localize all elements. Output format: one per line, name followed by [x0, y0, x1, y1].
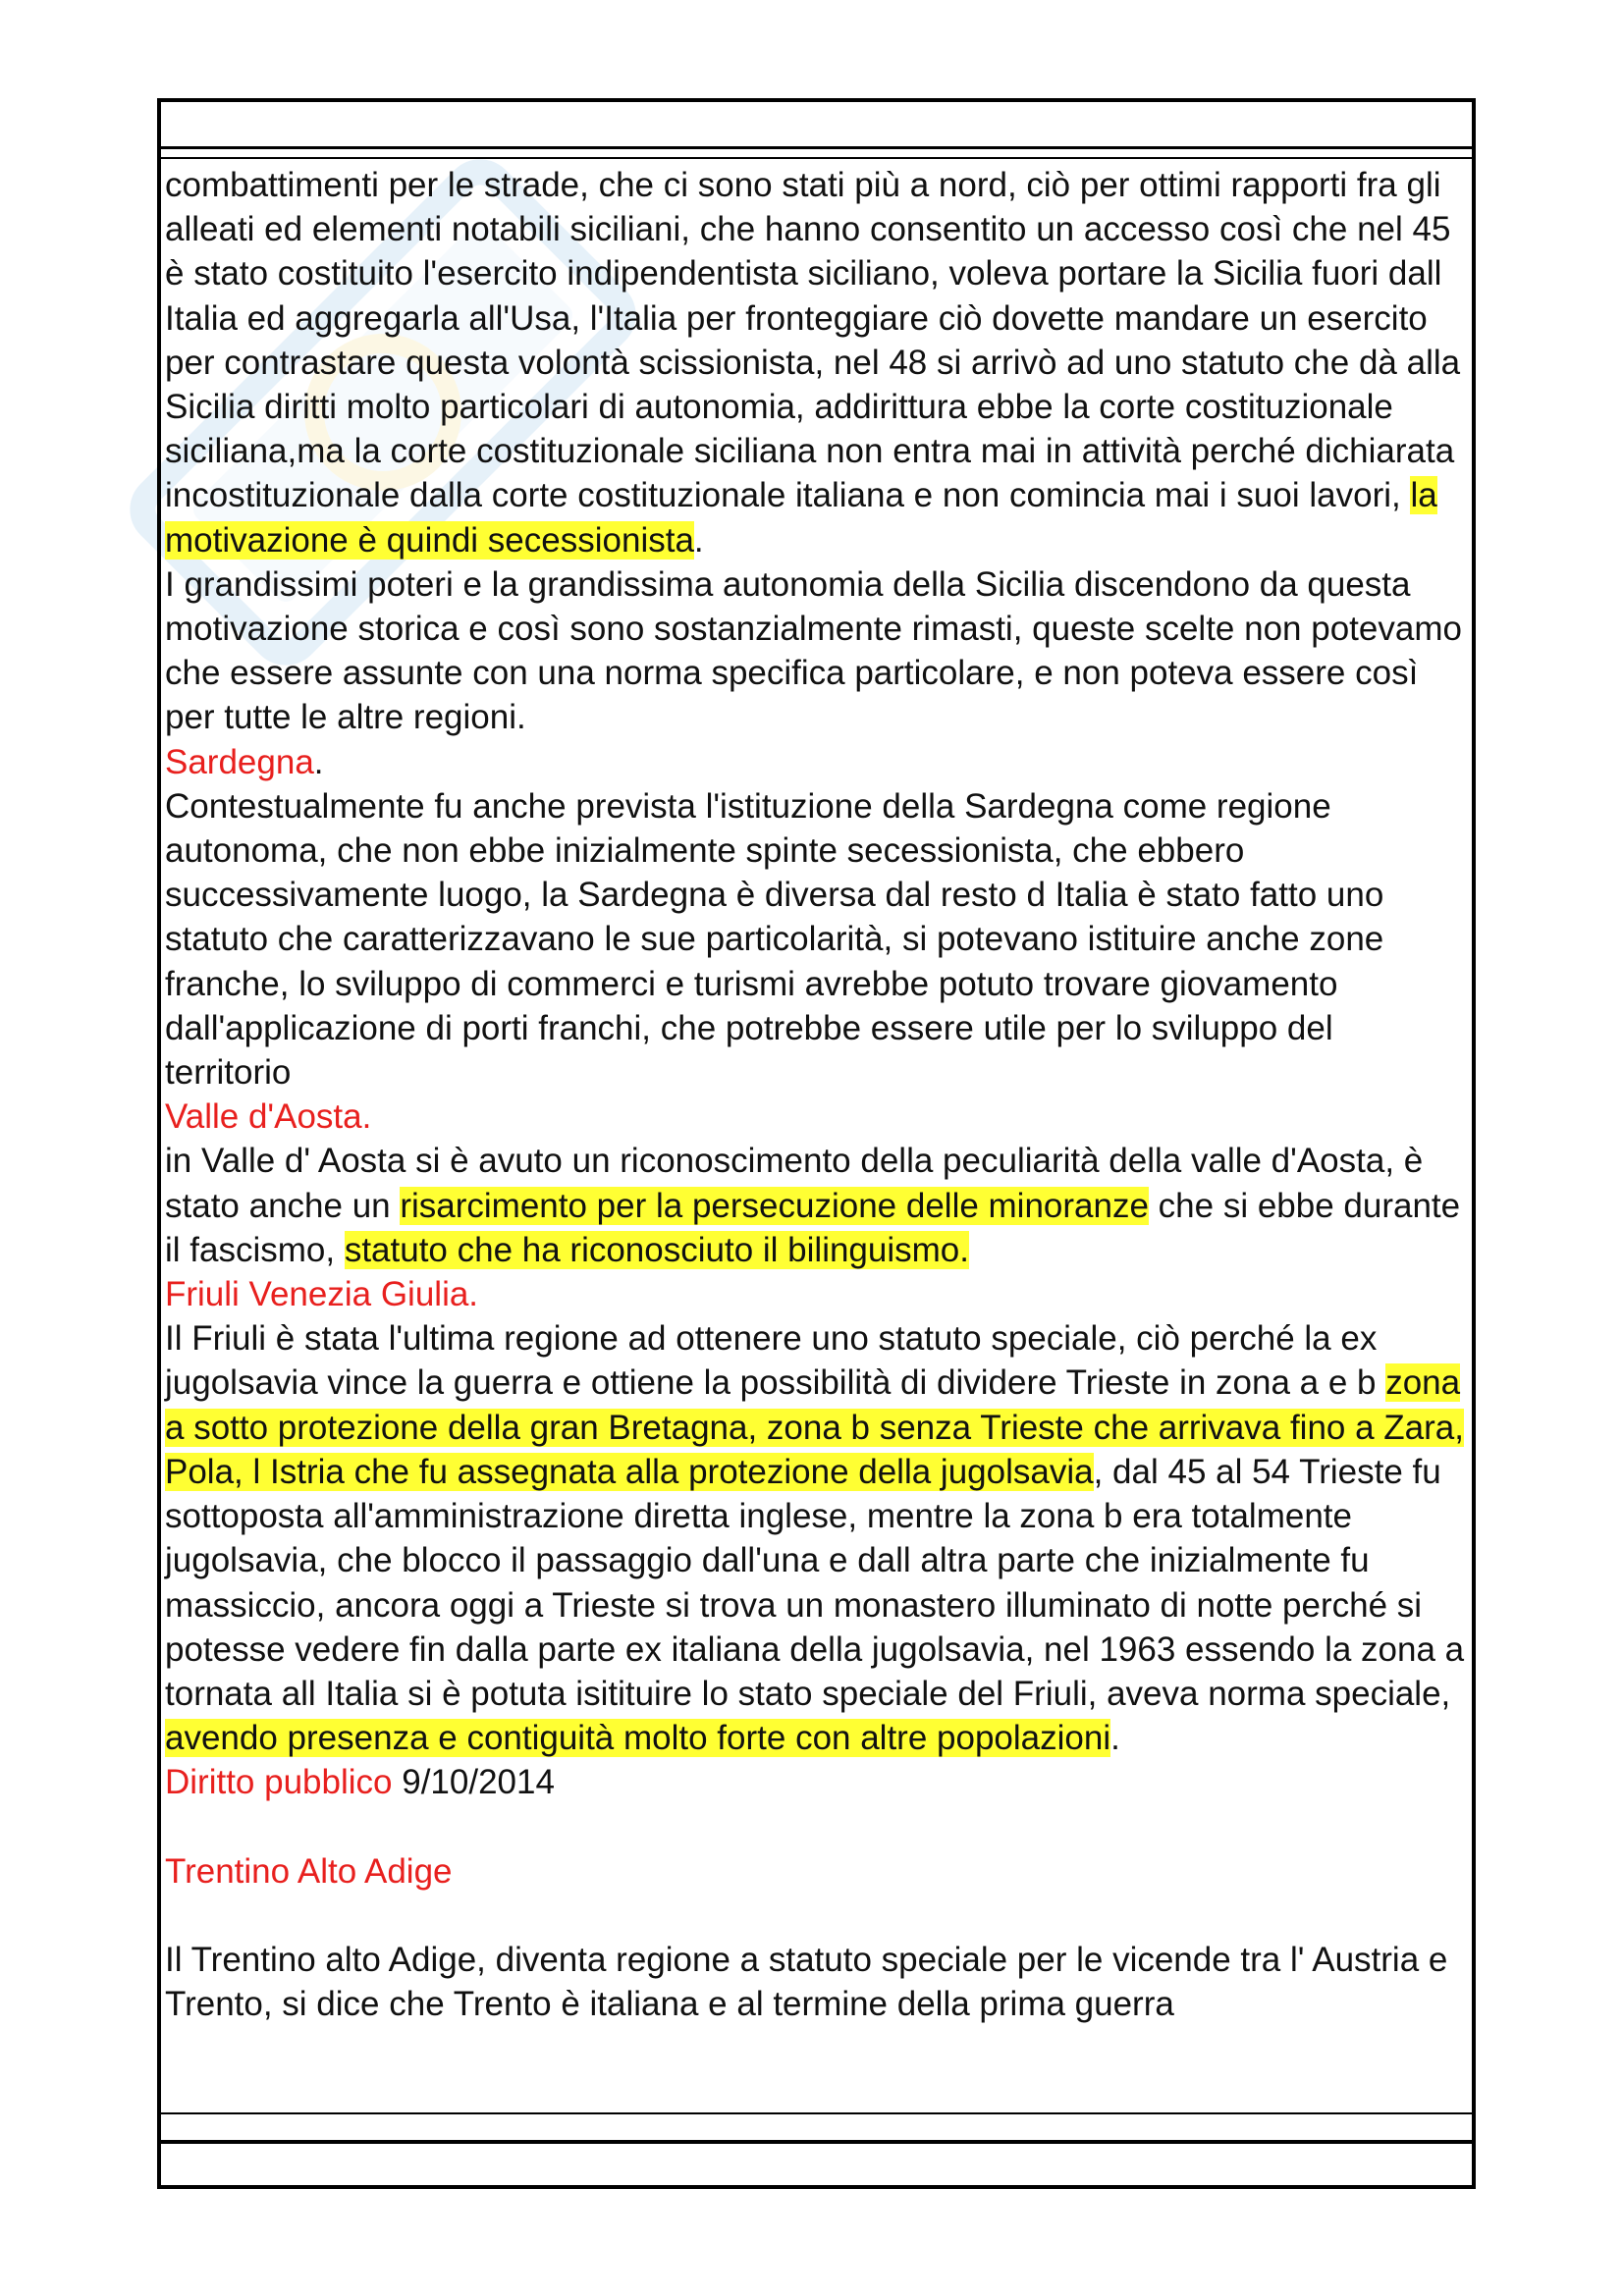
paragraph [165, 1139, 1468, 1272]
header-band [161, 102, 1472, 149]
page-frame [157, 98, 1476, 2189]
highlighted-text: la motivazione è quindi secessionista [165, 476, 1437, 560]
text-run: in Valle d' Aosta si è avuto un riconoscimento della peculiarità della valle d'Aosta, è stato anche un [165, 1142, 1424, 1225]
document-body [165, 163, 1468, 2027]
paragraph [165, 1316, 1468, 1760]
footer-divider [161, 2112, 1472, 2114]
paragraph [165, 163, 1468, 562]
text-run: Il Trentino alto Adige, diventa regione a statuto speciale per le vicende tra l' Austria e Trento, si dice che Trento è italiana e al termine della prima guerra [165, 1941, 1448, 2024]
paragraph [165, 740, 1468, 784]
paragraph [165, 562, 1468, 740]
highlighted-text: risarcimento per la persecuzione delle minoranze [400, 1186, 1149, 1225]
text-run: . [1110, 1719, 1120, 1758]
paragraph [165, 1938, 1468, 2026]
text-run: che si ebbe durante il fascismo, [165, 1186, 1461, 1269]
highlighted-text: statuto che ha riconosciuto il bilinguismo. [344, 1230, 969, 1269]
paragraph [165, 1760, 1468, 1804]
section-heading: Diritto pubblico [165, 1763, 393, 1802]
paragraph [165, 1272, 1468, 1316]
text-run: combattimenti per le strade, che ci sono stati più a nord, ciò per ottimi rapporti fra gli alleati ed elementi notabili siciliani, che hanno consentito un accesso così che nel 45 è stato costituito l'esercito indipendentista siciliano, voleva portare la Sicilia fuori dall Italia ed aggregarla all'Usa, l'Italia per fronteggiare ciò dovette mandare un esercito per contrastare questa volontà scissionista, nel 48 si arrivò ad uno statuto che dà alla Sicilia diritti molto particolari di autonomia, addirittura ebbe la corte costituzionale siciliana,ma la corte costituzionale siciliana non entra mai in attività perché dichiarata incostituzionale dalla corte costituzionale italiana e non comincia mai i suoi lavori, [165, 166, 1461, 515]
paragraph [165, 784, 1468, 1095]
section-heading: Valle d'Aosta. [165, 1097, 372, 1137]
blank-line [165, 1805, 1468, 1849]
highlighted-text: zona a sotto protezione della gran Bretagna, zona b senza Trieste che arrivava fino a Zara, Pola, l Istria che fu assegnata alla protezione della jugolsavia [165, 1363, 1464, 1491]
paragraph [165, 1849, 1468, 1894]
text-run: . [693, 520, 704, 560]
text-run: Contestualmente fu anche prevista l'istituzione della Sardegna come regione autonoma, che non ebbe inizialmente spinte secessionista, che ebbero successivamente luogo, la Sardegna è diversa dal resto d Italia è stato fatto uno statuto che caratterizzavano le sue particolarità, si potevano istituire anche zone franche, lo sviluppo di commerci e turismi avrebbe potuto trovare giovamento dall'applicazione di porti franchi, che potrebbe essere utile per lo sviluppo del territorio [165, 786, 1384, 1093]
text-run: . [313, 742, 324, 781]
text-run: , dal 45 al 54 Trieste fu sottoposta all'amministrazione diretta inglese, mentre la zona b era totalmente jugolsavia, che blocco il passaggio dall'una e dall altra parte che inizialmente fu massiccio, ancora oggi a Trieste si trova un monastero illuminato di notte perché si potesse vedere fin dalla parte ex italiana della jugolsavia, nel 1963 essendo la zona a tornata all Italia si è potuta isitituire lo stato speciale del Friuli, aveva norma speciale, [165, 1452, 1465, 1713]
text-run: I grandissimi poteri e la grandissima autonomia della Sicilia discendono da questa motivazione storica e così sono sostanzialmente rimasti, queste scelte non potevamo che essere assunte con una norma specifica particolare, e non poteva essere così per tutte le altre regioni. [165, 564, 1462, 737]
text-run: 9/10/2014 [392, 1763, 555, 1802]
text-run: Il Friuli è stata l'ultima regione ad ottenere uno statuto speciale, ciò perché la ex jugolsavia vince la guerra e ottiene la possibilità di dividere Trieste in zona a e b [165, 1319, 1386, 1403]
section-heading: Friuli Venezia Giulia. [165, 1275, 479, 1314]
header-divider [161, 157, 1472, 159]
blank-line [165, 1894, 1468, 1938]
footer-band [161, 2140, 1472, 2185]
section-heading: Sardegna [165, 742, 314, 781]
paragraph [165, 1095, 1468, 1139]
highlighted-text: avendo presenza e contiguità molto forte con altre popolazioni [165, 1719, 1111, 1758]
section-heading: Trentino Alto Adige [165, 1851, 453, 1891]
